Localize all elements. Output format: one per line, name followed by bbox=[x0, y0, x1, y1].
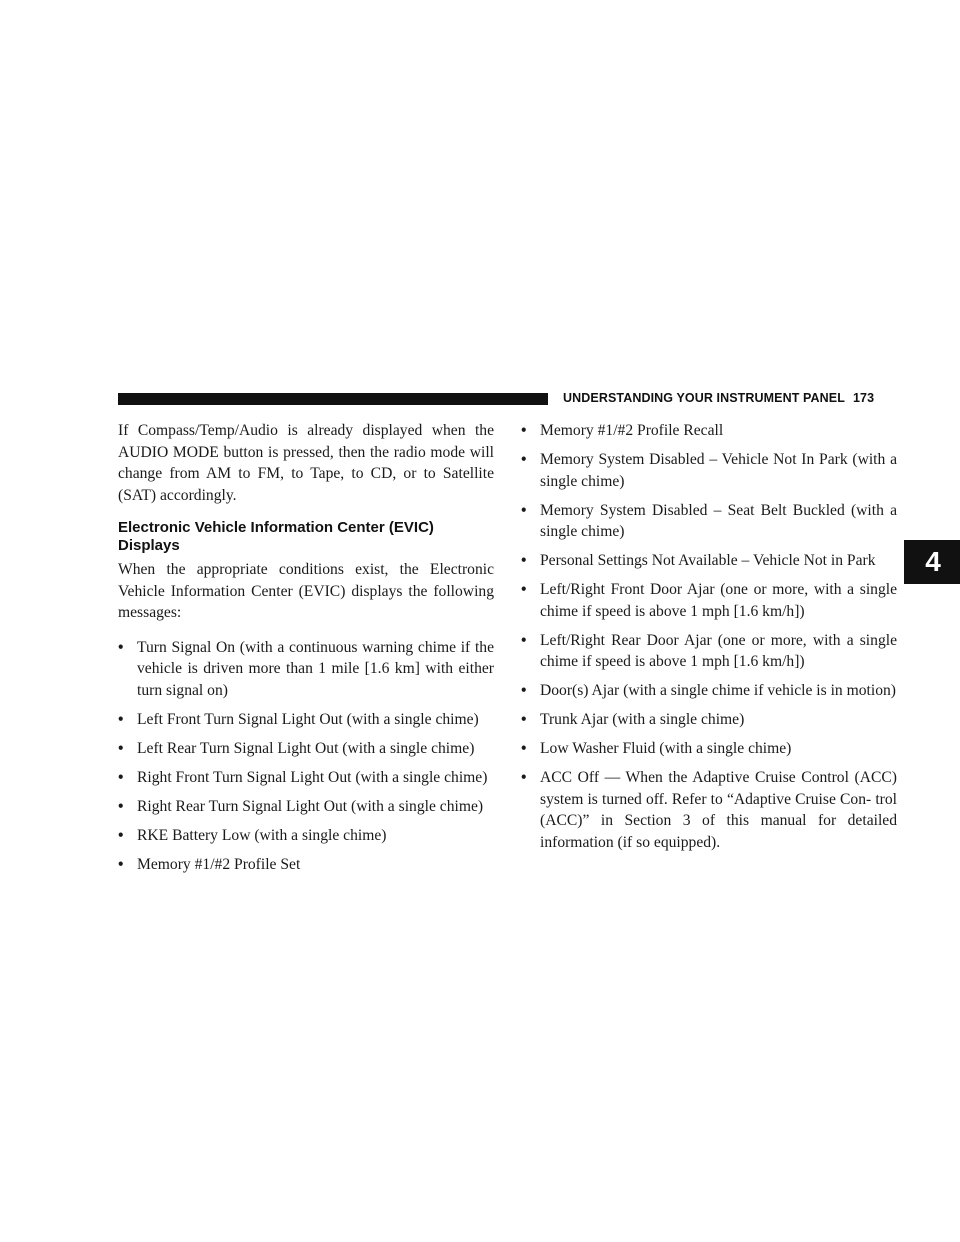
page-number: 173 bbox=[852, 391, 875, 405]
list-item: • Memory System Disabled – Vehicle Not In Park (with a single chime) bbox=[521, 451, 897, 490]
bullet-icon: • bbox=[521, 451, 527, 468]
message-list-right bbox=[521, 420, 897, 853]
bullet-icon: • bbox=[521, 711, 527, 728]
list-item: • Low Washer Fluid (with a single chime) bbox=[521, 738, 897, 760]
list-item: • Memory #1/#2 Profile Recall bbox=[521, 420, 897, 442]
chapter-tab: 4 bbox=[904, 540, 960, 584]
list-item: • Trunk Ajar (with a single chime) bbox=[521, 709, 897, 731]
body-paragraph: When the appropriate conditions exist, the Electronic Vehicle Information Center (EVIC) displays the following messages: bbox=[118, 561, 494, 621]
bullet-icon: • bbox=[521, 581, 527, 598]
bullet-icon: • bbox=[521, 552, 527, 569]
bullet-icon: • bbox=[521, 631, 527, 649]
bullet-icon: • bbox=[118, 797, 124, 815]
list-item: • ACC Off — When the Adaptive Cruise Control (ACC) system is turned off. Refer to “Adaptive Cruise Con- trol (ACC)” in Section 3 of this manual for detailed information (if so equipped). bbox=[521, 769, 897, 851]
list-item: • Memory System Disabled – Seat Belt Buckled (with a single chime) bbox=[521, 501, 897, 540]
list-item: • Memory #1/#2 Profile Set bbox=[118, 854, 494, 876]
header-rule bbox=[118, 393, 548, 405]
list-item: • Personal Settings Not Available – Vehicle Not in Park bbox=[521, 550, 897, 572]
intro-paragraph: If Compass/Temp/Audio is already displayed when the AUDIO MODE button is pressed, then the radio mode will change from AM to FM, to Tape, to CD, or to Satellite (SAT) accordingly. bbox=[118, 422, 494, 504]
bullet-icon: • bbox=[118, 710, 124, 728]
section-heading: Electronic Vehicle Information Center (EVIC) Displays bbox=[118, 519, 434, 554]
bullet-icon: • bbox=[118, 826, 124, 844]
bullet-icon: • bbox=[521, 422, 527, 439]
bullet-icon: • bbox=[521, 740, 527, 757]
left-column bbox=[118, 420, 494, 883]
bullet-icon: • bbox=[118, 739, 124, 757]
message-list-left bbox=[118, 637, 494, 876]
list-item: • Left/Right Front Door Ajar (one or more, with a single chime if speed is above 1 mph [1.6 km/h]) bbox=[521, 581, 897, 620]
list-item: • Right Rear Turn Signal Light Out (with a single chime) bbox=[118, 796, 494, 818]
bullet-icon: • bbox=[118, 768, 124, 786]
list-item: • Right Front Turn Signal Light Out (with a single chime) bbox=[118, 767, 494, 789]
bullet-icon: • bbox=[118, 855, 124, 873]
list-item: • RKE Battery Low (with a single chime) bbox=[118, 825, 494, 847]
bullet-icon: • bbox=[521, 682, 527, 699]
list-item: • Left/Right Rear Door Ajar (one or more, with a single chime if speed is above 1 mph [1.6 km/h]) bbox=[521, 631, 897, 670]
section-title: UNDERSTANDING YOUR INSTRUMENT PANEL bbox=[563, 391, 845, 405]
list-item: • Left Front Turn Signal Light Out (with a single chime) bbox=[118, 709, 494, 731]
running-header bbox=[563, 391, 874, 405]
list-item: • Left Rear Turn Signal Light Out (with a single chime) bbox=[118, 738, 494, 760]
right-column bbox=[521, 420, 897, 861]
list-item: • Turn Signal On (with a continuous warning chime if the vehicle is driven more than 1 mile [1.6 km] with either turn signal on) bbox=[118, 638, 494, 699]
bullet-icon: • bbox=[118, 638, 124, 656]
list-item: • Door(s) Ajar (with a single chime if vehicle is in motion) bbox=[521, 680, 897, 702]
bullet-icon: • bbox=[521, 501, 527, 519]
bullet-icon: • bbox=[521, 769, 527, 786]
